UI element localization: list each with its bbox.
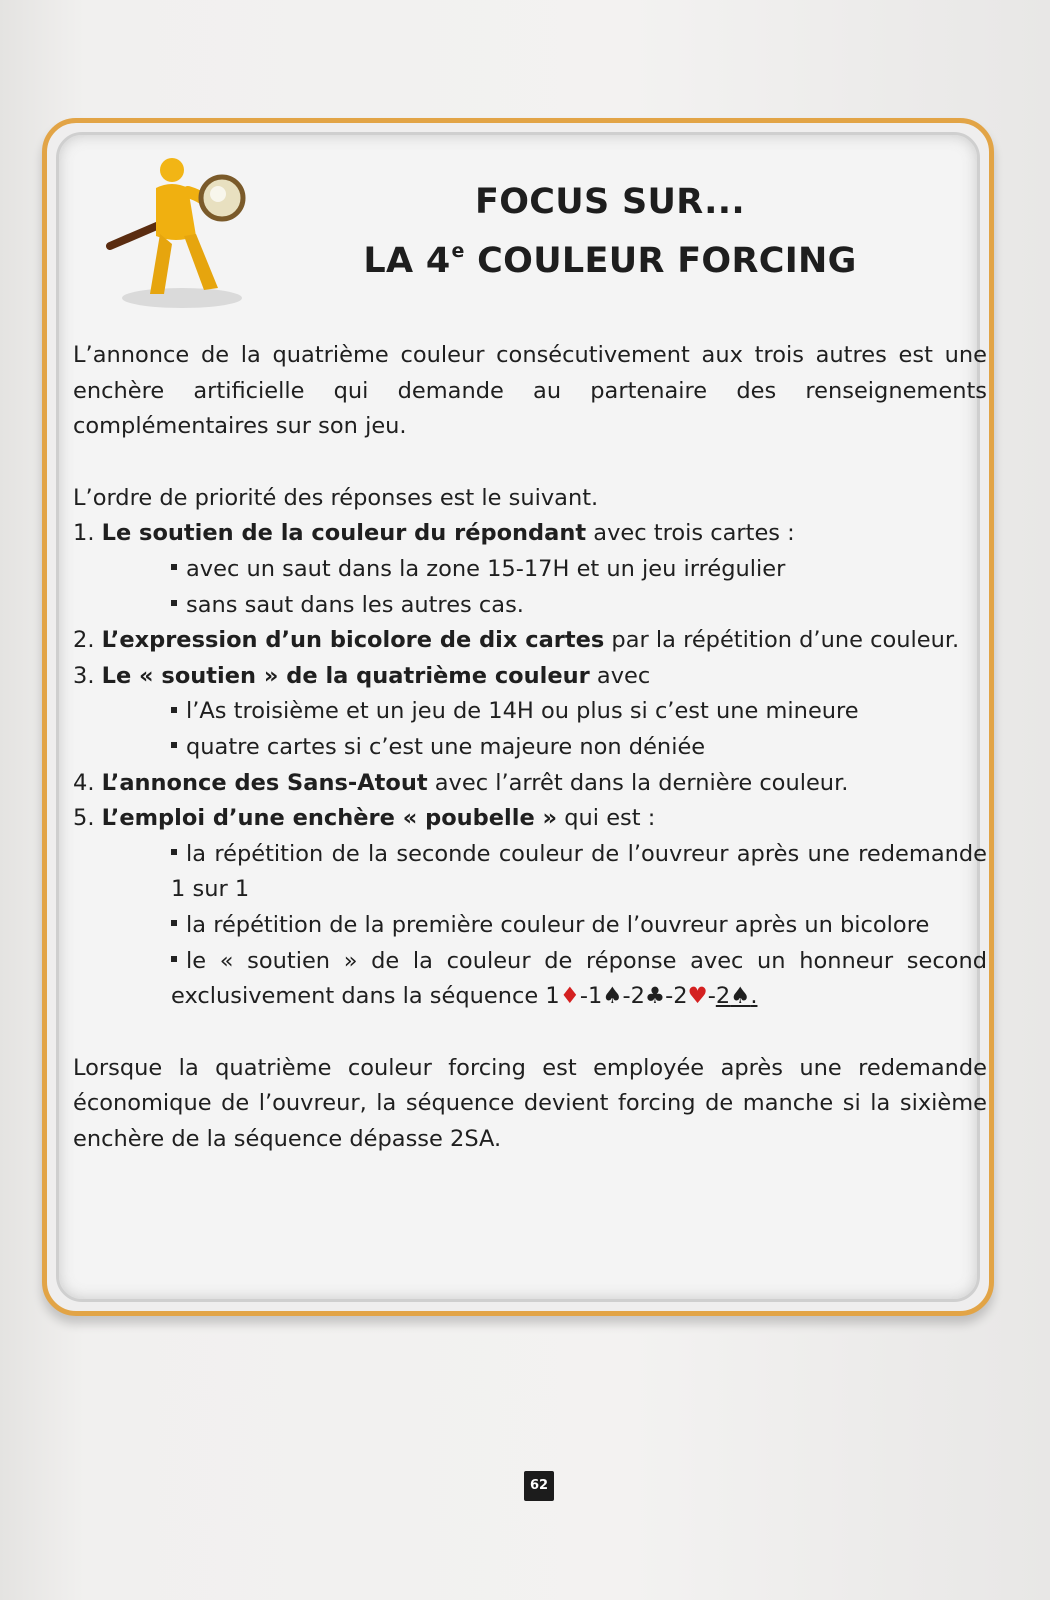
page-title <box>320 178 900 286</box>
page-number: 62 <box>524 1471 554 1501</box>
spade-icon: ♠ <box>602 983 623 1010</box>
list-item: 5. L’emploi d’une enchère « poubelle » qui est : <box>73 805 656 832</box>
list-item: 3. Le « soutien » de la quatrième couleur avec <box>73 662 651 689</box>
heart-icon: ♥ <box>687 983 708 1010</box>
priority-intro: L’ordre de priorité des réponses est le suivant. <box>73 484 599 511</box>
intro-paragraph: L’annonce de la quatrième couleur consécutivement aux trois autres est une enchère artificielle qui demande au partenaire des renseignements complémentaires sur son jeu. <box>73 342 987 440</box>
closing-paragraph: Lorsque la quatrième couleur forcing est employée après une redemande économique de l’ouvreur, la séquence devient forcing de manche si la sixième enchère de la séquence dépasse 2SA. <box>73 1054 987 1152</box>
bullet-icon <box>171 920 177 926</box>
bullet-item: l’As troisième et un jeu de 14H ou plus si c’est une mineure <box>73 694 987 730</box>
bullet-item: avec un saut dans la zone 15-17H et un jeu irrégulier <box>73 552 987 588</box>
bullet-icon <box>171 956 177 962</box>
bullet-item: quatre cartes si c’est une majeure non déniée <box>73 730 987 766</box>
list-item: 2. L’expression d’un bicolore de dix cartes par la répétition d’une couleur. <box>73 627 960 654</box>
spade-icon: ♠ <box>730 983 751 1010</box>
figure-magnifier-icon <box>100 158 260 318</box>
list-item: 1. Le soutien de la couleur du répondant avec trois cartes : <box>73 520 795 547</box>
diamond-icon: ♦ <box>559 983 580 1010</box>
bullet-icon <box>171 564 177 570</box>
bullet-item: la répétition de la seconde couleur de l’ouvreur après une redemande 1 sur 1 <box>171 840 987 903</box>
bidding-sequence: 1♦-1♠-2♣-2♥-2♠. <box>545 983 758 1010</box>
club-icon: ♣ <box>644 983 666 1010</box>
bullet-icon <box>171 742 177 748</box>
bullet-icon <box>171 600 177 606</box>
bullet-icon <box>171 707 177 713</box>
list-item: 4. L’annonce des Sans-Atout avec l’arrêt dans la dernière couleur. <box>73 769 849 796</box>
title-line-2: LA 4e COULEUR FORCING <box>363 240 857 281</box>
bullet-item: sans saut dans les autres cas. <box>73 588 987 624</box>
bullet-item: le « soutien » de la couleur de réponse avec un honneur second exclusivement dans la séquence 1♦-1♠-2♣-2♥-2♠. <box>171 947 987 1010</box>
bullet-icon <box>171 849 177 855</box>
box-content <box>73 338 987 1157</box>
bullet-item: la répétition de la première couleur de l’ouvreur après un bicolore <box>73 908 987 944</box>
title-line-1: FOCUS SUR... <box>475 182 745 222</box>
